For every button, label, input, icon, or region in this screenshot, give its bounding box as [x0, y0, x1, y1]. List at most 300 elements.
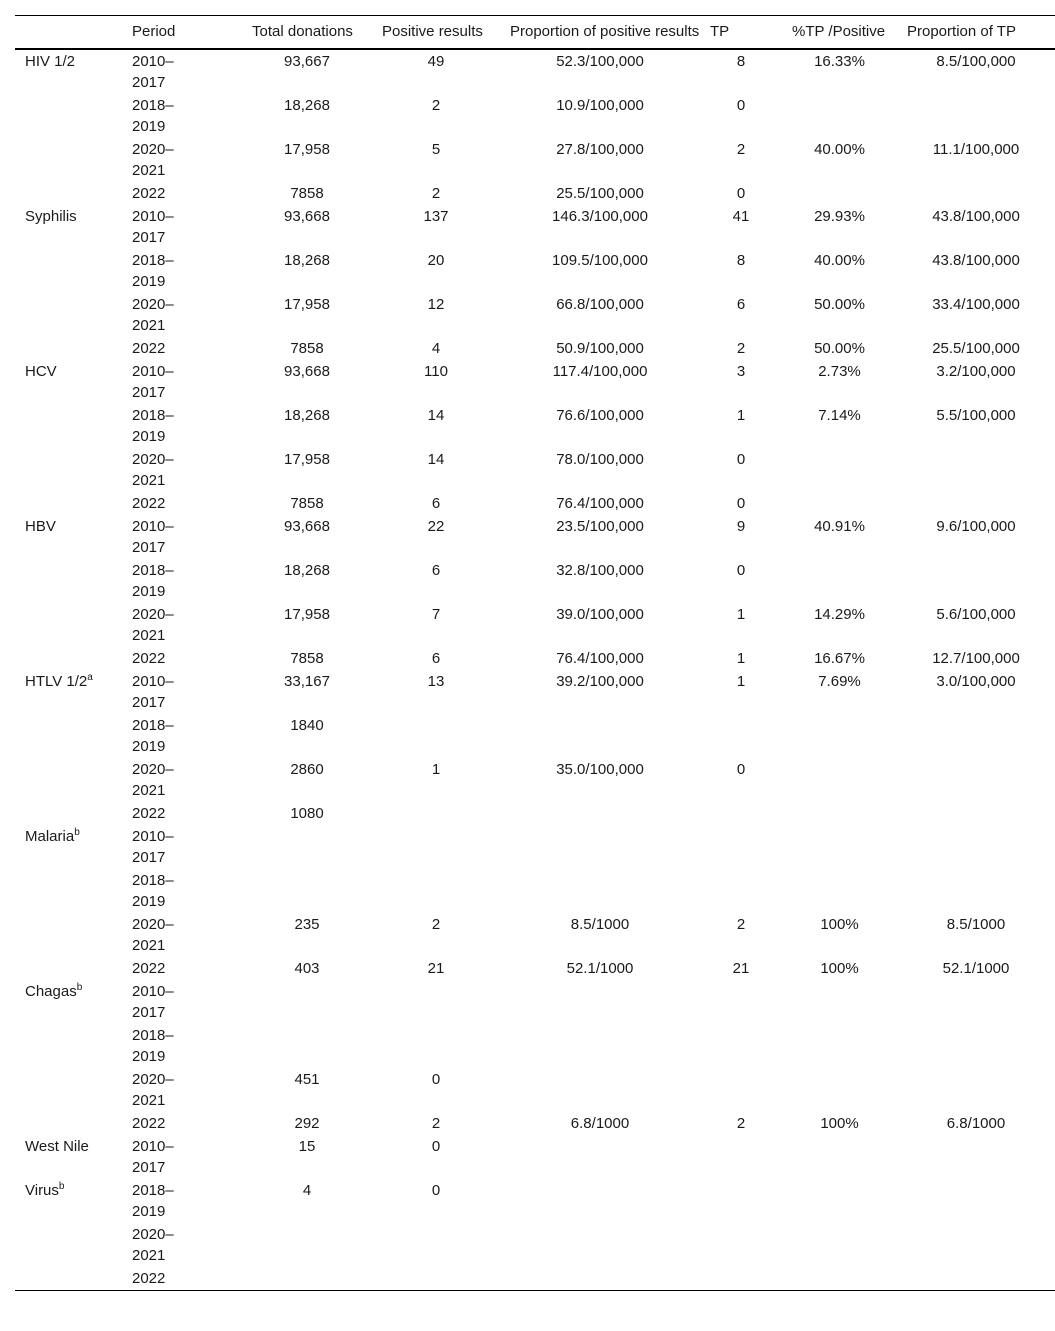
cell-positive-results-text: 137 [423, 208, 449, 225]
cell-tp-text: 0 [736, 451, 746, 468]
cell-positive-results-text: 13 [427, 673, 445, 690]
cell-period-text: 2010–2017 [132, 673, 174, 711]
cell-tp-text: 2 [736, 1115, 746, 1132]
cell-proportion-tp [897, 1267, 1055, 1291]
cell-total-donations [242, 1068, 372, 1112]
cell-period-text: 2020–2021 [132, 761, 174, 799]
cell-proportion-tp-text: 8.5/1000 [946, 916, 1006, 933]
cell-pathogen [15, 980, 132, 1024]
cell-total-donations [242, 1112, 372, 1135]
cell-tp [700, 957, 782, 980]
cell-percent-tp-text: 100% [820, 916, 859, 933]
cell-positive-results [372, 603, 500, 647]
cell-positive-results [372, 802, 500, 825]
cell-proportion-tp [897, 825, 1055, 869]
cell-tp [700, 205, 782, 249]
cell-total-donations-text: 17,958 [284, 296, 330, 313]
cell-proportion-positive [500, 1267, 700, 1291]
cell-proportion-positive-text: 76.4/100,000 [556, 650, 644, 667]
cell-total-donations [242, 448, 372, 492]
cell-positive-results-text: 7 [431, 606, 441, 623]
cell-positive-results [372, 293, 500, 337]
table-row [15, 913, 1055, 957]
cell-proportion-positive [500, 714, 700, 758]
cell-proportion-tp [897, 714, 1055, 758]
cell-tp [700, 249, 782, 293]
cell-tp [700, 492, 782, 515]
cell-tp [700, 670, 782, 714]
cell-positive-results [372, 1068, 500, 1112]
table-row [15, 1135, 1055, 1179]
cell-total-donations [242, 1135, 372, 1179]
cell-percent-tp [782, 1068, 897, 1112]
cell-total-donations-text: 1840 [290, 717, 324, 734]
cell-total-donations-text: 33,167 [284, 673, 330, 690]
cell-percent-tp [782, 1024, 897, 1068]
cell-pathogen [15, 913, 132, 957]
cell-pathogen [15, 492, 132, 515]
table-row [15, 1223, 1055, 1267]
cell-pathogen [15, 1024, 132, 1068]
table-row [15, 205, 1055, 249]
cell-tp [700, 647, 782, 670]
cell-proportion-positive [500, 337, 700, 360]
cell-positive-results-text: 5 [431, 141, 441, 158]
cell-tp-text: 9 [736, 518, 746, 535]
cell-positive-results-text: 49 [427, 53, 445, 70]
cell-period-text: 2020–2021 [132, 606, 174, 644]
cell-positive-results-text: 2 [431, 185, 441, 202]
cell-period [132, 205, 242, 249]
cell-period-text: 2010–2017 [132, 1138, 174, 1176]
cell-pathogen-text: Syphilis [25, 208, 77, 225]
cell-proportion-tp [897, 802, 1055, 825]
cell-positive-results [372, 448, 500, 492]
cell-proportion-positive [500, 802, 700, 825]
cell-proportion-positive [500, 758, 700, 802]
cell-proportion-tp [897, 404, 1055, 448]
cell-proportion-positive [500, 647, 700, 670]
cell-tp [700, 825, 782, 869]
table-row [15, 448, 1055, 492]
cell-total-donations-text: 7858 [290, 650, 324, 667]
cell-proportion-positive [500, 138, 700, 182]
cell-proportion-tp [897, 758, 1055, 802]
cell-proportion-tp [897, 1223, 1055, 1267]
results-table-container [15, 15, 1020, 1291]
cell-proportion-positive [500, 1112, 700, 1135]
cell-percent-tp-text: 16.33% [814, 53, 865, 70]
cell-total-donations [242, 559, 372, 603]
cell-pathogen [15, 1112, 132, 1135]
cell-proportion-positive [500, 603, 700, 647]
table-row [15, 1179, 1055, 1223]
cell-proportion-tp-text: 43.8/100,000 [932, 252, 1020, 269]
cell-total-donations [242, 957, 372, 980]
cell-proportion-positive [500, 1179, 700, 1223]
cell-proportion-tp [897, 492, 1055, 515]
table-row [15, 492, 1055, 515]
cell-proportion-tp [897, 448, 1055, 492]
cell-positive-results-text: 4 [431, 340, 441, 357]
cell-total-donations-text: 1080 [290, 805, 324, 822]
cell-tp [700, 337, 782, 360]
cell-tp [700, 1024, 782, 1068]
header-tp: TP [710, 23, 730, 40]
cell-total-donations [242, 647, 372, 670]
cell-total-donations [242, 337, 372, 360]
cell-proportion-positive-text: 39.2/100,000 [556, 673, 644, 690]
cell-proportion-positive [500, 515, 700, 559]
cell-pathogen [15, 714, 132, 758]
cell-period [132, 913, 242, 957]
table-row [15, 94, 1055, 138]
cell-tp [700, 360, 782, 404]
cell-proportion-tp [897, 559, 1055, 603]
cell-tp [700, 404, 782, 448]
cell-positive-results [372, 182, 500, 205]
cell-proportion-tp [897, 913, 1055, 957]
cell-proportion-positive [500, 404, 700, 448]
cell-percent-tp-text: 100% [820, 960, 859, 977]
cell-proportion-tp-text: 3.0/100,000 [936, 673, 1016, 690]
cell-total-donations [242, 293, 372, 337]
cell-positive-results [372, 94, 500, 138]
cell-proportion-tp [897, 360, 1055, 404]
cell-total-donations-text: 17,958 [284, 606, 330, 623]
cell-proportion-positive [500, 293, 700, 337]
cell-proportion-tp [897, 1068, 1055, 1112]
cell-period-text: 2022 [132, 1270, 166, 1287]
cell-tp-text: 2 [736, 340, 746, 357]
cell-period [132, 138, 242, 182]
cell-positive-results-text: 0 [431, 1071, 441, 1088]
cell-proportion-tp [897, 515, 1055, 559]
cell-percent-tp-text: 100% [820, 1115, 859, 1132]
header-period: Period [132, 23, 176, 40]
cell-percent-tp [782, 515, 897, 559]
cell-period-text: 2018–2019 [132, 562, 174, 600]
cell-period [132, 293, 242, 337]
cell-positive-results-text: 0 [431, 1138, 441, 1155]
cell-proportion-tp-text: 5.6/100,000 [936, 606, 1016, 623]
cell-proportion-tp [897, 1024, 1055, 1068]
cell-total-donations-text: 93,668 [284, 363, 330, 380]
cell-positive-results-text: 14 [427, 451, 445, 468]
cell-percent-tp [782, 670, 897, 714]
cell-total-donations [242, 980, 372, 1024]
cell-tp [700, 1223, 782, 1267]
cell-percent-tp [782, 360, 897, 404]
cell-proportion-tp [897, 182, 1055, 205]
header-total-donations: Total donations [252, 23, 353, 40]
cell-positive-results [372, 205, 500, 249]
cell-percent-tp-text: 2.73% [818, 363, 861, 380]
cell-positive-results-text: 0 [431, 1182, 441, 1199]
cell-proportion-positive-text: 35.0/100,000 [556, 761, 644, 778]
cell-proportion-tp [897, 647, 1055, 670]
cell-percent-tp [782, 205, 897, 249]
cell-pathogen-text: Virus [25, 1182, 59, 1199]
cell-period-text: 2020–2021 [132, 296, 174, 334]
cell-period [132, 337, 242, 360]
cell-tp [700, 182, 782, 205]
table-row [15, 360, 1055, 404]
cell-proportion-tp-text: 8.5/100,000 [936, 53, 1016, 70]
cell-proportion-tp [897, 603, 1055, 647]
cell-tp [700, 913, 782, 957]
cell-positive-results [372, 758, 500, 802]
cell-period [132, 182, 242, 205]
cell-period-text: 2020–2021 [132, 1071, 174, 1109]
cell-total-donations [242, 360, 372, 404]
cell-proportion-tp-text: 33.4/100,000 [932, 296, 1020, 313]
cell-percent-tp [782, 337, 897, 360]
cell-percent-tp [782, 182, 897, 205]
cell-positive-results [372, 957, 500, 980]
cell-proportion-positive-text: 10.9/100,000 [556, 97, 644, 114]
table-row [15, 980, 1055, 1024]
cell-period [132, 802, 242, 825]
cell-percent-tp [782, 49, 897, 94]
cell-tp-text: 2 [736, 141, 746, 158]
cell-period [132, 1267, 242, 1291]
cell-positive-results [372, 1135, 500, 1179]
cell-period [132, 980, 242, 1024]
cell-total-donations-text: 7858 [290, 495, 324, 512]
cell-total-donations-text: 18,268 [284, 562, 330, 579]
cell-period-text: 2010–2017 [132, 518, 174, 556]
cell-percent-tp [782, 714, 897, 758]
cell-proportion-tp [897, 293, 1055, 337]
cell-period [132, 670, 242, 714]
cell-positive-results-text: 2 [431, 1115, 441, 1132]
cell-proportion-positive [500, 913, 700, 957]
table-row [15, 1112, 1055, 1135]
cell-period-text: 2010–2017 [132, 828, 174, 866]
cell-pathogen [15, 1179, 132, 1223]
cell-pathogen [15, 869, 132, 913]
table-row [15, 802, 1055, 825]
cell-total-donations [242, 913, 372, 957]
cell-period [132, 1068, 242, 1112]
cell-pathogen-text: HBV [25, 518, 56, 535]
cell-percent-tp [782, 1179, 897, 1223]
cell-percent-tp [782, 913, 897, 957]
cell-positive-results [372, 714, 500, 758]
cell-tp-text: 1 [736, 407, 746, 424]
cell-proportion-positive [500, 1024, 700, 1068]
cell-percent-tp [782, 448, 897, 492]
cell-tp [700, 869, 782, 913]
cell-period [132, 249, 242, 293]
cell-proportion-positive [500, 94, 700, 138]
cell-positive-results-text: 2 [431, 97, 441, 114]
cell-total-donations [242, 1179, 372, 1223]
cell-period-text: 2020–2021 [132, 141, 174, 179]
cell-period [132, 647, 242, 670]
cell-pathogen [15, 758, 132, 802]
cell-pathogen-text: Chagas [25, 983, 77, 1000]
table-row [15, 559, 1055, 603]
cell-period-text: 2022 [132, 650, 166, 667]
cell-proportion-tp [897, 980, 1055, 1024]
cell-proportion-positive-text: 117.4/100,000 [552, 363, 648, 380]
cell-proportion-positive-text: 66.8/100,000 [556, 296, 644, 313]
cell-period-text: 2018–2019 [132, 1182, 174, 1220]
cell-proportion-positive-text: 52.3/100,000 [556, 53, 644, 70]
table-row [15, 249, 1055, 293]
cell-tp [700, 714, 782, 758]
cell-positive-results [372, 1267, 500, 1291]
cell-total-donations [242, 515, 372, 559]
cell-total-donations [242, 1024, 372, 1068]
cell-proportion-positive [500, 448, 700, 492]
header-pathogen [15, 16, 132, 50]
cell-proportion-positive [500, 1135, 700, 1179]
cell-period-text: 2020–2021 [132, 1226, 174, 1264]
cell-period [132, 603, 242, 647]
cell-period [132, 559, 242, 603]
cell-proportion-tp-text: 6.8/1000 [946, 1115, 1006, 1132]
cell-period [132, 1112, 242, 1135]
cell-positive-results [372, 337, 500, 360]
cell-pathogen [15, 49, 132, 94]
cell-period-text: 2022 [132, 340, 166, 357]
cell-period-text: 2010–2017 [132, 983, 174, 1021]
cell-period [132, 49, 242, 94]
cell-total-donations [242, 404, 372, 448]
cell-period [132, 94, 242, 138]
cell-pathogen [15, 1223, 132, 1267]
table-row [15, 515, 1055, 559]
cell-proportion-positive-text: 76.6/100,000 [556, 407, 644, 424]
cell-period-text: 2010–2017 [132, 53, 174, 91]
cell-period [132, 825, 242, 869]
cell-proportion-positive [500, 559, 700, 603]
cell-tp [700, 980, 782, 1024]
cell-percent-tp [782, 1223, 897, 1267]
cell-pathogen [15, 1267, 132, 1291]
cell-tp-text: 41 [732, 208, 750, 225]
footnote-marker: a [87, 672, 93, 683]
cell-pathogen [15, 249, 132, 293]
footnote-marker: b [58, 1181, 65, 1192]
cell-percent-tp [782, 603, 897, 647]
cell-proportion-positive-text: 6.8/1000 [570, 1115, 630, 1132]
cell-period-text: 2010–2017 [132, 208, 174, 246]
cell-tp-text: 2 [736, 916, 746, 933]
cell-proportion-positive-text: 23.5/100,000 [556, 518, 644, 535]
cell-pathogen-text: HIV 1/2 [25, 53, 76, 70]
cell-positive-results-text: 6 [431, 650, 441, 667]
cell-tp-text: 0 [736, 97, 746, 114]
cell-pathogen [15, 603, 132, 647]
cell-positive-results [372, 249, 500, 293]
cell-percent-tp [782, 869, 897, 913]
table-row [15, 603, 1055, 647]
table-row [15, 1267, 1055, 1291]
cell-proportion-positive [500, 957, 700, 980]
cell-period [132, 758, 242, 802]
cell-period-text: 2022 [132, 495, 166, 512]
cell-percent-tp-text: 50.00% [814, 340, 865, 357]
cell-tp-text: 1 [736, 673, 746, 690]
cell-tp-text: 1 [736, 650, 746, 667]
cell-tp [700, 1179, 782, 1223]
cell-pathogen [15, 182, 132, 205]
cell-total-donations [242, 869, 372, 913]
cell-total-donations [242, 205, 372, 249]
cell-percent-tp-text: 50.00% [814, 296, 865, 313]
cell-pathogen [15, 802, 132, 825]
cell-pathogen [15, 515, 132, 559]
cell-proportion-positive [500, 360, 700, 404]
cell-positive-results [372, 138, 500, 182]
cell-proportion-positive [500, 182, 700, 205]
cell-proportion-positive-text: 52.1/1000 [566, 960, 634, 977]
cell-positive-results [372, 1179, 500, 1223]
cell-proportion-positive [500, 1223, 700, 1267]
cell-percent-tp [782, 647, 897, 670]
cell-total-donations [242, 492, 372, 515]
cell-proportion-positive-text: 32.8/100,000 [556, 562, 644, 579]
cell-proportion-tp-text: 5.5/100,000 [936, 407, 1016, 424]
cell-proportion-positive-text: 27.8/100,000 [556, 141, 644, 158]
table-row [15, 714, 1055, 758]
cell-tp [700, 448, 782, 492]
table-row [15, 49, 1055, 94]
cell-pathogen [15, 670, 132, 714]
cell-period [132, 1179, 242, 1223]
cell-period-text: 2022 [132, 185, 166, 202]
cell-positive-results-text: 20 [427, 252, 445, 269]
cell-pathogen [15, 94, 132, 138]
cell-period-text: 2020–2021 [132, 451, 174, 489]
table-row [15, 404, 1055, 448]
table-row [15, 1068, 1055, 1112]
cell-period-text: 2022 [132, 1115, 166, 1132]
footnote-marker: b [74, 827, 80, 838]
cell-total-donations [242, 94, 372, 138]
cell-proportion-positive [500, 670, 700, 714]
cell-period-text: 2018–2019 [132, 407, 174, 445]
cell-proportion-positive [500, 869, 700, 913]
cell-tp [700, 758, 782, 802]
cell-positive-results-text: 6 [431, 495, 441, 512]
cell-tp-text: 8 [736, 53, 746, 70]
cell-total-donations [242, 825, 372, 869]
cell-total-donations [242, 758, 372, 802]
cell-proportion-positive-text: 146.3/100,000 [552, 208, 648, 225]
table-row [15, 647, 1055, 670]
cell-percent-tp-text: 40.00% [814, 252, 865, 269]
cell-total-donations [242, 670, 372, 714]
cell-total-donations-text: 292 [294, 1115, 320, 1132]
cell-tp [700, 293, 782, 337]
cell-proportion-positive [500, 1068, 700, 1112]
cell-percent-tp [782, 492, 897, 515]
cell-pathogen-text: West Nile [25, 1138, 89, 1155]
cell-percent-tp [782, 802, 897, 825]
cell-total-donations [242, 182, 372, 205]
cell-total-donations [242, 603, 372, 647]
cell-total-donations-text: 7858 [290, 340, 324, 357]
cell-total-donations-text: 18,268 [284, 407, 330, 424]
cell-proportion-tp-text: 52.1/1000 [942, 960, 1010, 977]
cell-proportion-tp [897, 138, 1055, 182]
cell-proportion-tp-text: 3.2/100,000 [936, 363, 1016, 380]
